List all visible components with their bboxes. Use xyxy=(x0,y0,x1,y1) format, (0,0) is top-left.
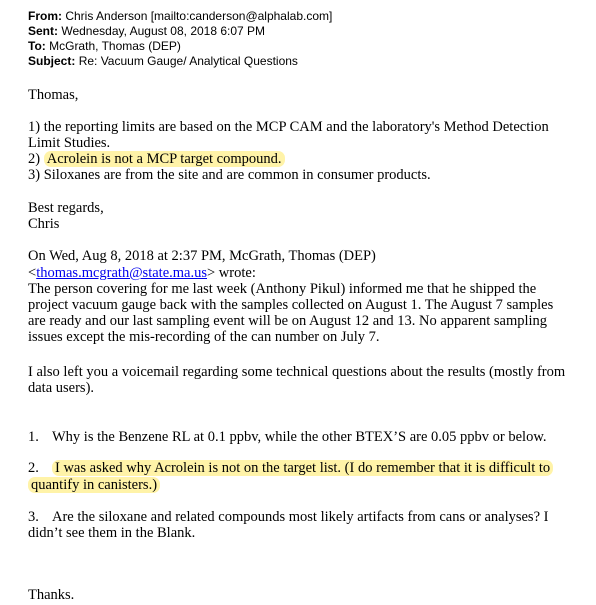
to-line xyxy=(28,39,181,54)
question-2-line-2 xyxy=(28,477,588,493)
quote-para-1-line-4: issues except the mis-recording of the can number on July 7. xyxy=(28,329,380,345)
closing: Best regards, xyxy=(28,200,104,216)
quote-para-2-line-2: data users). xyxy=(28,380,95,396)
reply-point-3: 3) Siloxanes are from the site and are common in consumer products. xyxy=(28,167,431,183)
reply-point-1-line-1: 1) the reporting limits are based on the MCP CAM and the laboratory's Method Detection xyxy=(28,119,549,135)
quote-attribution-line-2 xyxy=(28,265,588,281)
reply-point-2-highlight: Acrolein is not a MCP target compound. xyxy=(44,151,285,167)
question-2-line-1 xyxy=(28,460,588,476)
email-close-wrote: > wrote: xyxy=(207,265,256,281)
question-2-highlight-line-1: I was asked why Acrolein is not on the target list. (I do remember that it is difficult to xyxy=(52,460,553,476)
quote-attribution-line-1: On Wed, Aug 8, 2018 at 2:37 PM, McGrath, Thomas (DEP) xyxy=(28,248,376,264)
signature: Chris xyxy=(28,216,60,232)
from-line xyxy=(28,9,332,24)
question-1-text: Why is the Benzene RL at 0.1 ppbv, while the other BTEX’S are 0.05 ppbv or below. xyxy=(52,429,547,445)
reply-point-1-line-2: Limit Studies. xyxy=(28,135,111,151)
subject-line xyxy=(28,54,298,69)
question-3-line-2: didn’t see them in the Blank. xyxy=(28,525,196,541)
quote-para-1-line-2: project vacuum gauge back with the samples collected on August 1. The August 7 samples xyxy=(28,297,554,313)
question-2-highlight-line-2: quantify in canisters.) xyxy=(28,477,160,493)
greeting: Thomas, xyxy=(28,87,79,103)
email-link[interactable]: thomas.mcgrath@state.ma.us xyxy=(36,265,207,281)
question-3-line-1 xyxy=(28,509,588,525)
quote-para-1-line-1: The person covering for me last week (Anthony Pikul) informed me that he shipped the xyxy=(28,281,537,297)
thanks: Thanks. xyxy=(28,587,75,603)
question-1-number: 1. xyxy=(28,429,39,445)
reply-point-2-prefix: 2) xyxy=(28,151,41,167)
subject-value: Re: Vacuum Gauge/ Analytical Questions xyxy=(78,54,298,68)
reply-point-2 xyxy=(28,151,588,167)
subject-label: Subject: xyxy=(28,54,76,68)
sent-line xyxy=(28,24,265,39)
from-label: From: xyxy=(28,9,62,23)
sent-value: Wednesday, August 08, 2018 6:07 PM xyxy=(61,24,266,38)
question-2-number: 2. xyxy=(28,460,39,476)
from-value: Chris Anderson [mailto:canderson@alphalab.com] xyxy=(65,9,333,23)
quote-para-1-line-3: are ready and our last sampling event will be on August 12 and 13. No apparent sampling xyxy=(28,313,548,329)
quote-para-2-line-1: I also left you a voicemail regarding some technical questions about the results (mostly from xyxy=(28,364,566,380)
to-value: McGrath, Thomas (DEP) xyxy=(49,39,181,53)
to-label: To: xyxy=(28,39,46,53)
email-open-bracket: < xyxy=(28,265,37,281)
sent-label: Sent: xyxy=(28,24,58,38)
question-1 xyxy=(28,429,588,445)
question-3-number: 3. xyxy=(28,509,39,525)
question-3-text-line-1: Are the siloxane and related compounds most likely artifacts from cans or analyses? I xyxy=(52,509,549,525)
